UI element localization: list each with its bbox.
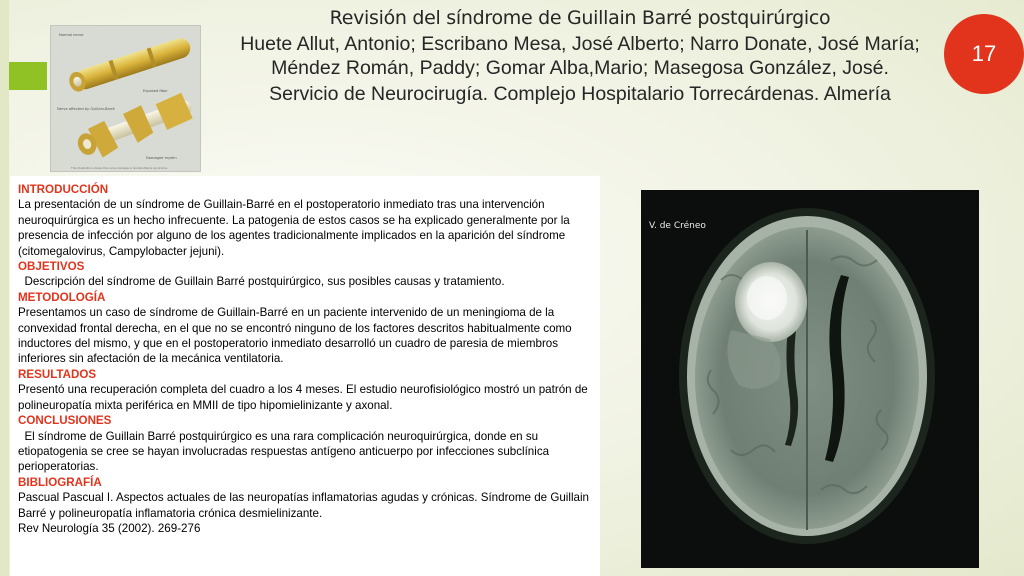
nerve-illustration-svg (51, 26, 201, 172)
results-header: RESULTADOS (18, 367, 97, 381)
methods-header: METODOLOGÍA (18, 290, 106, 304)
slide-title: Revisión del síndrome de Guillain Barré postquirúrgico (329, 7, 831, 29)
results-text: Presentó una recuperación completa del cuadro a los 4 meses. El estudio neurofisiológico mostró un patrón de polineuropatía mixta periférica en MMII de tipo hipomielinizante y axonal. (18, 383, 588, 412)
methods-text: Presentamos un caso de síndrome de Guillain-Barré en un paciente intervenido de un meningioma de la convexidad frontal derecha, en el que no se encontró ninguno de los factores descritos habitualmente como inductores del mismo, y que en el postoperatorio inmediato desarrolló un cuadro de paresia de miembros inferiores sin afectación de la mecánica ventilatoria. (18, 306, 572, 366)
nerve-label-normal: Normal nerve (59, 33, 84, 37)
green-accent-bar (9, 62, 47, 90)
mri-label: V. de Créneo (649, 221, 706, 231)
objectives-header: OBJETIVOS (18, 260, 85, 274)
conclusions-text: El síndrome de Guillain Barré postquirúrgico es una rara complicación neuroquirúrgica, donde en su etiopatogenia se cree se hayan involucradas respuestas antígeno anticuerpo por infecciones subclínica perioperatorias. (18, 429, 553, 474)
bibliography-reference: Rev Neurología 35 (2002). 269-276 (18, 521, 201, 535)
nerve-label-affected: Nerve affected by Guillain-Barré (57, 107, 115, 111)
intro-header: INTRODUCCIÓN (18, 183, 109, 196)
conclusions-header: CONCLUSIONES (18, 414, 112, 428)
nerve-caption: This illustration shows the nerve damage in Guillain-Barré syndrome. (71, 166, 168, 170)
objectives-text: Descripción del síndrome de Guillain Barré postquirúrgico, sus posibles causas y tratamiento. (18, 275, 505, 289)
left-accent-strip (0, 0, 9, 576)
slide-institution: Servicio de Neurocirugía. Complejo Hospitalario Torrecárdenas. Almería (269, 83, 891, 105)
title-block (230, 6, 930, 106)
abstract-panel (10, 176, 600, 576)
mri-scan-svg (641, 190, 979, 568)
nerve-label-exposed: Exposed fiber (143, 89, 168, 93)
bibliography-header: BIBLIOGRAFÍA (18, 475, 102, 489)
page-number-badge: 17 (944, 14, 1024, 94)
nerve-illustration (50, 25, 201, 172)
intro-text: La presentación de un síndrome de Guillain-Barré en el postoperatorio inmediato tras una intervención neuroquirúrgica es un hecho infrecuente. La patogenia de estos casos se ha explicado generalmente por la presencia de infección por alguno de los agentes tradicionalmente implicados en la aparición del síndrome (citomegalovirus, Campylobacter jejuni). (18, 198, 570, 258)
nerve-label-myelin: Damaged myelin (146, 156, 177, 160)
mri-scan-image (641, 190, 979, 568)
bibliography-text: Pascual Pascual I. Aspectos actuales de las neuropatías inflamatorias agudas y crónicas. Síndrome de Guillain Barré y polineuropatía inflamatoria crónica desmielinizante. (18, 491, 589, 520)
slide-authors: Huete Allut, Antonio; Escribano Mesa, José Alberto; Narro Donate, José María; Méndez Román, Paddy; Gomar Alba,Mario; Masegosa González, José. (240, 33, 920, 79)
